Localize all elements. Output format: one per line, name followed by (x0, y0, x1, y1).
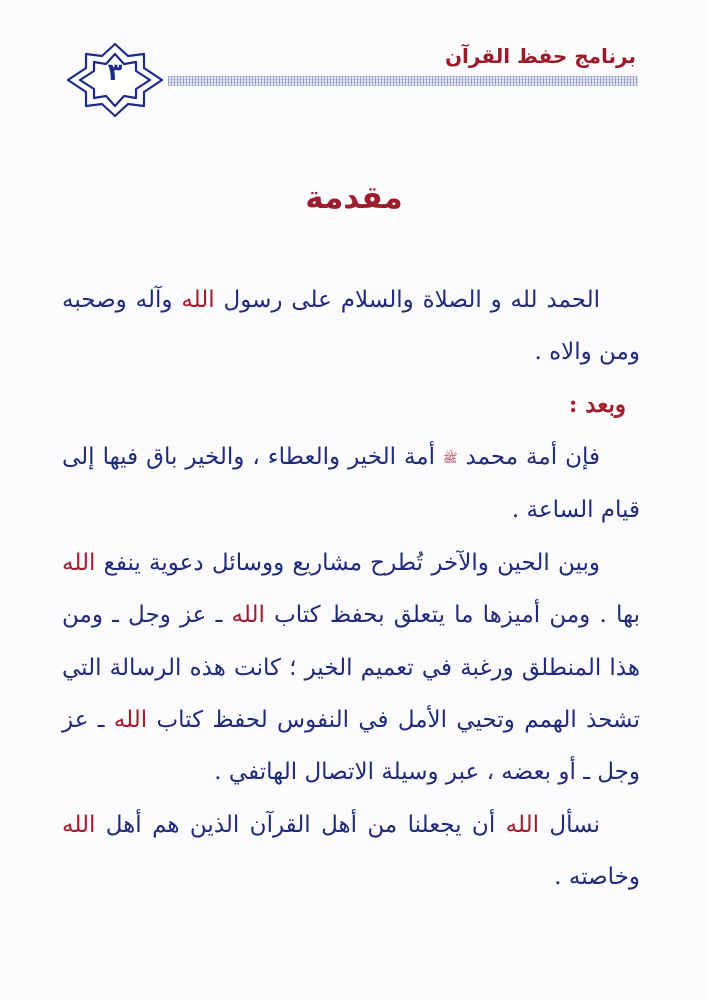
divine-name: الله (62, 549, 96, 576)
body-text (62, 274, 640, 904)
text-run: أن يجعلنا من أهل القرآن الذين هم أهل (95, 811, 506, 838)
subheading: وبعد : (568, 390, 626, 418)
text-run: وآله وصحبه ومن والاه . (62, 287, 640, 366)
paragraph-supplication (62, 799, 640, 904)
book-title: برنامج حفظ القرآن (444, 44, 636, 68)
text-run: ـ عز وجل ـ أو بعضه ، عبر وسيلة الاتصال الهاتفي . (62, 707, 640, 786)
page-header (0, 0, 708, 130)
text-run: ـ عز وجل ـ ومن هذا المنطلق ورغبة في تعميم الخير ؛ كانت هذه الرسالة التي تشحذ الهمم وتحيي الأمل في النفوس لحفظ كتاب (62, 602, 640, 734)
divine-name: الله (113, 707, 148, 734)
page-number: ٣ (107, 58, 123, 86)
text-run: وبين الحين والآخر تُطرح مشاريع ووسائل دعوية ينفع (95, 549, 600, 576)
divine-name: الله (62, 811, 96, 838)
text-run: أمة الخير والعطاء ، والخير باق فيها إلى قيام الساعة . (62, 444, 640, 524)
text-run: الحمد لله و الصلاة والسلام على رسول (214, 287, 600, 313)
chapter-title: مقدمة (305, 180, 403, 216)
paragraph-projects (62, 537, 640, 799)
paragraph-ummah (62, 431, 640, 537)
text-run: فإن أمة محمد (457, 444, 600, 471)
header-rule (168, 76, 638, 86)
text-run: نسأل (538, 811, 601, 838)
divine-name: الله (231, 602, 265, 629)
divine-name: الله (181, 287, 215, 313)
paragraph-praise (62, 274, 640, 379)
salutation-symbol: ﷺ (443, 451, 458, 466)
text-run: وخاصته . (554, 864, 640, 891)
divine-name: الله (505, 811, 539, 838)
text-run: بها . ومن أميزها ما يتعلق بحفظ كتاب (264, 602, 640, 629)
